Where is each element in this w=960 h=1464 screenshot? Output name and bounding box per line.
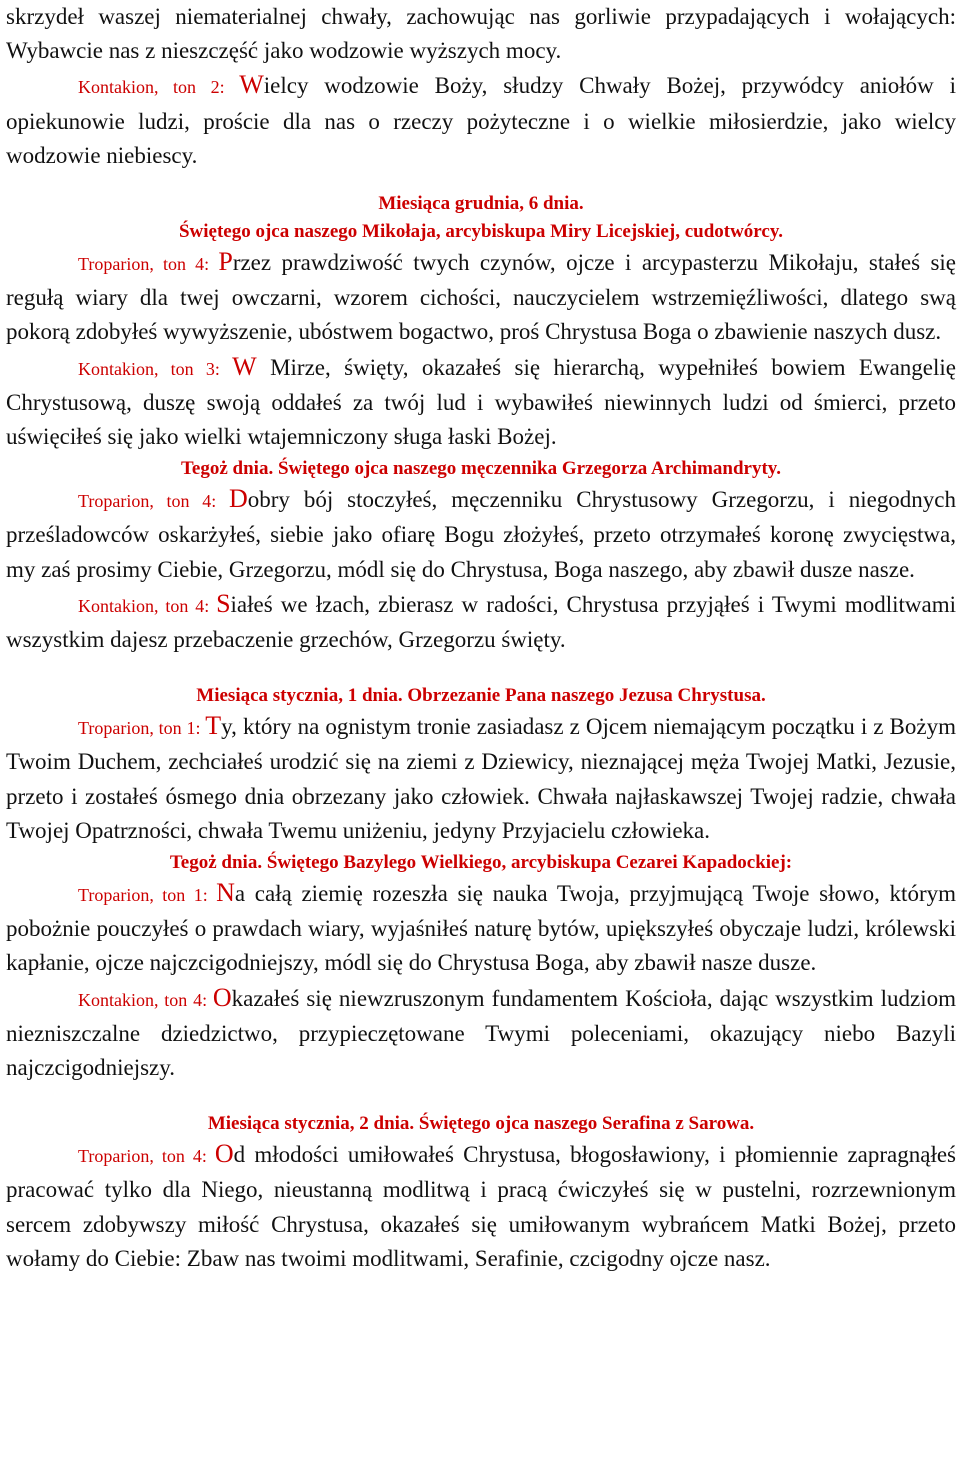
hymn-paragraph <box>6 245 956 350</box>
initial-letter: W <box>232 351 257 381</box>
hymn-paragraph <box>6 68 956 173</box>
hymn-label: Troparion, ton 1: <box>78 885 217 906</box>
section-heading: Miesiąca stycznia, 1 dnia. Obrzezanie Pana naszego Jezusa Chrystusa. <box>196 685 766 707</box>
hymn-text: iałeś we łzach, zbierasz w radości, Chrystusa przyjąłeś i Twymi modlitwami wszystkim dajesz przebaczenie grzechów, Grzegorzu święty. <box>6 591 956 653</box>
initial-letter: O <box>214 1139 234 1169</box>
hymn-paragraph <box>6 876 956 981</box>
hymn-text: a całą ziemię rozeszła się nauka Twoja, przyjmującą Twoje słowo, którym pobożnie pouczyłeś o prawdach wiary, wyjaśniłeś naturę bytów, upiększyłeś obyczaje ludzi, królewski kapłanie, ojcze najczcigodniejszy, módl się do Chrystusa Boga, aby zbawił nasze dusze. <box>6 881 956 976</box>
hymn-label: Troparion, ton 4: <box>78 491 229 512</box>
section-heading: Miesiąca grudnia, 6 dnia. <box>378 193 584 215</box>
initial-letter: T <box>205 711 222 741</box>
hymn-label: Troparion, ton 4: <box>78 1146 215 1167</box>
initial-letter: S <box>216 588 231 618</box>
hymn-text: y, który na ognistym tronie zasiadasz z Ojcem niemającym początku i z Bożym Twoim Duchem, zechciałeś urodzić się na ziemi z Dziewicy, nieznającej męża Twojej Matki, Jezusie, przeto i zostałeś ósmego dnia obrzezany jako człowiek. Chwała najłaskawszej Twojej radzie, chwała Twojej Opatrzności, chwała Twemu uniżeniu, jedyny Przyjacielu człowieka. <box>6 714 956 843</box>
hymn-paragraph <box>6 981 956 1086</box>
hymn-label: Troparion, ton 4: <box>78 254 219 275</box>
hymn-text: kazałeś się niewzruszonym fundamentem Kościoła, dając wszystkim ludziom niezniszczalne dziedzictwo, przypieczętowane Twymi poleceniami, okazujący niebo Bazyli najczcigodniejszy. <box>6 985 956 1081</box>
hymn-label: Kontakion, ton 3: <box>78 358 233 379</box>
hymn-paragraph <box>6 1137 956 1276</box>
hymn-label: Kontakion, ton 2: <box>78 77 240 98</box>
section-heading: Tegoż dnia. Świętego Bazylego Wielkiego, arcybiskupa Cezarei Kapadockiej: <box>169 852 793 874</box>
section-heading: Miesiąca stycznia, 2 dnia. Świętego ojca naszego Serafina z Sarowa. <box>207 1113 755 1135</box>
hymn-paragraph <box>6 350 956 455</box>
hymn-text: rzez prawdziwość twych czynów, ojcze i arcypasterzu Mikołaju, stałeś się regułą wiary dla twej owczarni, wzorem cichości, nauczycielem wstrzemięźliwości, dlatego swą pokorą zdobyłeś wywyższenie, ubóstwem bogactwo, proś Chrystusa Boga o zbawienie naszych dusz. <box>6 250 956 345</box>
initial-letter: O <box>212 982 232 1012</box>
hymn-text: d młodości umiłowałeś Chrystusa, błogosławiony, i płomiennie zapragnąłeś pracować tylko dla Niego, nieustanną modlitwą i pracą ćwiczyłeś się w pustelni, rozrzewnionym sercem zdobywszy miłość Chrystusa, okazałeś się umiłowanym wybrańcem Matki Bożej, przeto wołamy do Ciebie: Zbaw nas twoimi modlitwami, Serafinie, czcigodny ojcze nasz. <box>6 1142 956 1271</box>
section-heading: Tegoż dnia. Świętego ojca naszego męczennika Grzegorza Archimandryty. <box>180 458 781 480</box>
hymn-paragraph <box>6 482 956 587</box>
hymn-paragraph <box>6 709 956 848</box>
section-heading: Świętego ojca naszego Mikołaja, arcybiskupa Miry Licejskiej, cudotwórcy. <box>178 221 784 243</box>
initial-letter: P <box>218 247 233 277</box>
initial-letter: N <box>216 878 235 908</box>
hymn-paragraph <box>6 0 956 68</box>
hymn-text: ielcy wodzowie Boży, słudzy Chwały Bożej, przywódcy aniołów i opiekunowie ludzi, proście dla nas o rzeczy pożyteczne i o wielkie miłosierdzie, jako wielcy wodzowie niebiescy. <box>6 73 956 168</box>
hymn-text: obry bój stoczyłeś, męczenniku Chrystusowy Grzegorzu, i niegodnych prześladowców oskarżyłeś, siebie jako ofiarę Bogu złożyłeś, przeto otrzymałeś koronę zwycięstwa, my zaś prosimy Ciebie, Grzegorzu, módl się do Chrystusa, Boga naszego, aby zbawił dusze nasze. <box>6 487 957 582</box>
initial-letter: W <box>239 70 264 100</box>
hymn-label: Kontakion, ton 4: <box>78 595 217 616</box>
hymn-label: Troparion, ton 1: <box>78 718 206 739</box>
hymn-text: Mirze, święty, okazałeś się hierarchą, wypełniłeś bowiem Ewangelię Chrystusową, duszę swoją oddałeś za twój lud i wybawiłeś niewinnych ludzi od śmierci, przeto uświęciłeś się jako wielki wtajemniczony sługa łaski Bożej. <box>6 354 956 450</box>
hymn-paragraph <box>6 587 956 657</box>
hymn-label: Kontakion, ton 4: <box>78 989 213 1010</box>
hymn-text: skrzydeł waszej niematerialnej chwały, zachowując nas gorliwie przypadających i wołających: Wybawcie nas z nieszczęść jako wodzowie wyższych mocy. <box>6 4 956 64</box>
initial-letter: D <box>228 484 248 514</box>
